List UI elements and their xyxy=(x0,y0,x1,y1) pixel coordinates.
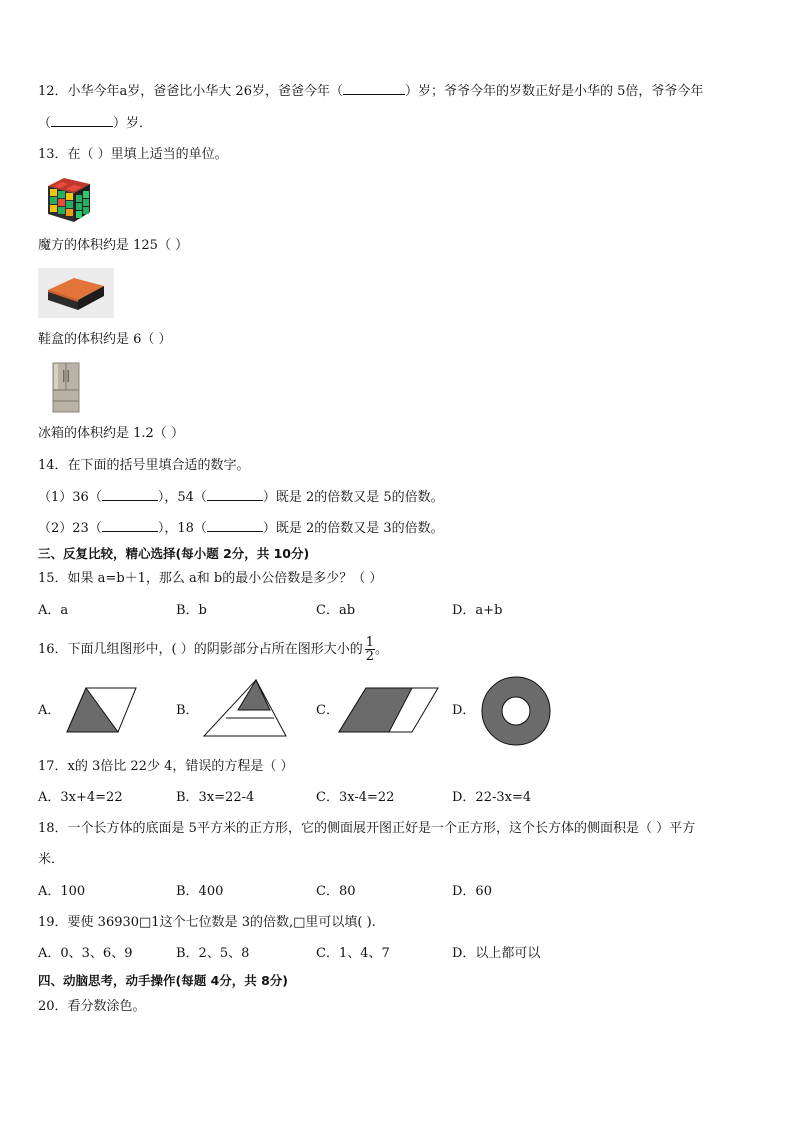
q18-option-b[interactable]: B．400 xyxy=(176,884,224,899)
q16-title-a: 16．下面几组图形中，( ）的阴影部分占所在图形大小的 xyxy=(38,642,363,657)
q17-option-c[interactable]: C．3x-4=22 xyxy=(316,790,395,805)
q14-blank-1[interactable] xyxy=(102,488,158,501)
section-3-heading: 三、反复比较，精心选择(每小题 2分，共 10分) xyxy=(38,546,310,561)
q15-option-a[interactable]: A．a xyxy=(38,603,69,618)
q19-option-c[interactable]: C．1、4、7 xyxy=(316,946,390,961)
q19-option-a[interactable]: A．0、3、6、9 xyxy=(38,946,133,961)
q16-title xyxy=(38,636,388,664)
q16-figure-c-parallelogram[interactable] xyxy=(336,686,440,736)
q15-title: 15．如果 a=b＋1，那么 a和 b的最小公倍数是多少？（ ） xyxy=(38,571,383,586)
q14-l1-a: （1）36（ xyxy=(38,490,102,505)
q16-title-b: 。 xyxy=(375,642,389,657)
q14-line1 xyxy=(38,488,444,507)
q16-frac-num: 1 xyxy=(365,635,375,650)
shoe-box-image xyxy=(38,268,114,318)
q15-option-b[interactable]: B．b xyxy=(176,603,207,618)
q19-option-b[interactable]: B．2、5、8 xyxy=(176,946,250,961)
fridge-image xyxy=(50,362,82,414)
q16-option-b-label[interactable]: B． xyxy=(176,703,199,718)
q16-figure-a-parallelogram[interactable] xyxy=(64,686,140,736)
q19-title: 19．要使 36930□1这个七位数是 3的倍数,□里可以填( ). xyxy=(38,915,376,930)
q14-line2 xyxy=(38,519,444,538)
q20-title: 20．看分数涂色。 xyxy=(38,999,146,1014)
q12-line2 xyxy=(38,114,152,133)
q16-option-a-label[interactable]: A． xyxy=(38,703,61,718)
q14-blank-2[interactable] xyxy=(207,488,263,501)
q13-title: 13．在（ ）里填上适当的单位。 xyxy=(38,147,228,162)
q17-option-b[interactable]: B．3x=22-4 xyxy=(176,790,255,805)
q16-option-c-label[interactable]: C． xyxy=(316,703,339,718)
q14-l2-c: ）既是 2的倍数又是 3的倍数。 xyxy=(262,521,444,536)
q15-option-c[interactable]: C．ab xyxy=(316,603,356,618)
q14-l1-b: ），54（ xyxy=(157,490,207,505)
q13-item-fridge: 冰箱的体积约是 1.2（ ） xyxy=(38,426,184,441)
q16-figure-b-triangle[interactable] xyxy=(202,678,288,738)
q14-blank-4[interactable] xyxy=(207,519,263,532)
q13-item-cube: 魔方的体积约是 125（ ） xyxy=(38,238,189,253)
q13-item-shoebox: 鞋盒的体积约是 6（ ） xyxy=(38,332,172,347)
q17-title: 17．x的 3倍比 22少 4，错误的方程是（ ） xyxy=(38,759,294,774)
q16-figure-d-ring[interactable] xyxy=(480,675,552,747)
q18-option-a[interactable]: A．100 xyxy=(38,884,86,899)
q16-fraction xyxy=(365,636,375,663)
q12-text-b: ）岁；爷爷今年的岁数正好是小华的 5倍，爷爷今年 xyxy=(404,84,704,99)
rubiks-cube-image xyxy=(42,176,94,224)
q12-text-d: ）岁． xyxy=(113,116,153,131)
q18-option-d[interactable]: D．60 xyxy=(452,884,492,899)
q15-option-d[interactable]: D．a+b xyxy=(452,603,503,618)
q14-title: 14．在下面的括号里填合适的数字。 xyxy=(38,458,250,473)
q17-option-d[interactable]: D．22-3x=4 xyxy=(452,790,532,805)
q14-l2-a: （2）23（ xyxy=(38,521,102,536)
q12-text-c: （ xyxy=(38,116,52,131)
q14-l1-c: ）既是 2的倍数又是 5的倍数。 xyxy=(262,490,444,505)
q18-line1: 18．一个长方体的底面是 5平方米的正方形，它的侧面展开图正好是一个正方形，这个长方体的侧面积是（ ）平方 xyxy=(38,821,696,836)
q12-blank-1[interactable] xyxy=(343,82,405,95)
section-4-heading: 四、动脑思考，动手操作(每题 4分，共 8分) xyxy=(38,973,289,988)
q12-line1 xyxy=(38,82,703,101)
q16-frac-den: 2 xyxy=(365,649,375,664)
q19-option-d[interactable]: D．以上都可以 xyxy=(452,946,541,961)
q14-blank-3[interactable] xyxy=(102,519,158,532)
q14-l2-b: ），18（ xyxy=(157,521,207,536)
q17-option-a[interactable]: A．3x+4=22 xyxy=(38,790,123,805)
q12-text-a: 12．小华今年a岁，爸爸比小华大 26岁，爸爸今年（ xyxy=(38,84,343,99)
q12-blank-2[interactable] xyxy=(51,114,113,127)
q16-option-d-label[interactable]: D． xyxy=(452,703,476,718)
q18-line2: 米． xyxy=(38,852,65,867)
q18-option-c[interactable]: C．80 xyxy=(316,884,356,899)
